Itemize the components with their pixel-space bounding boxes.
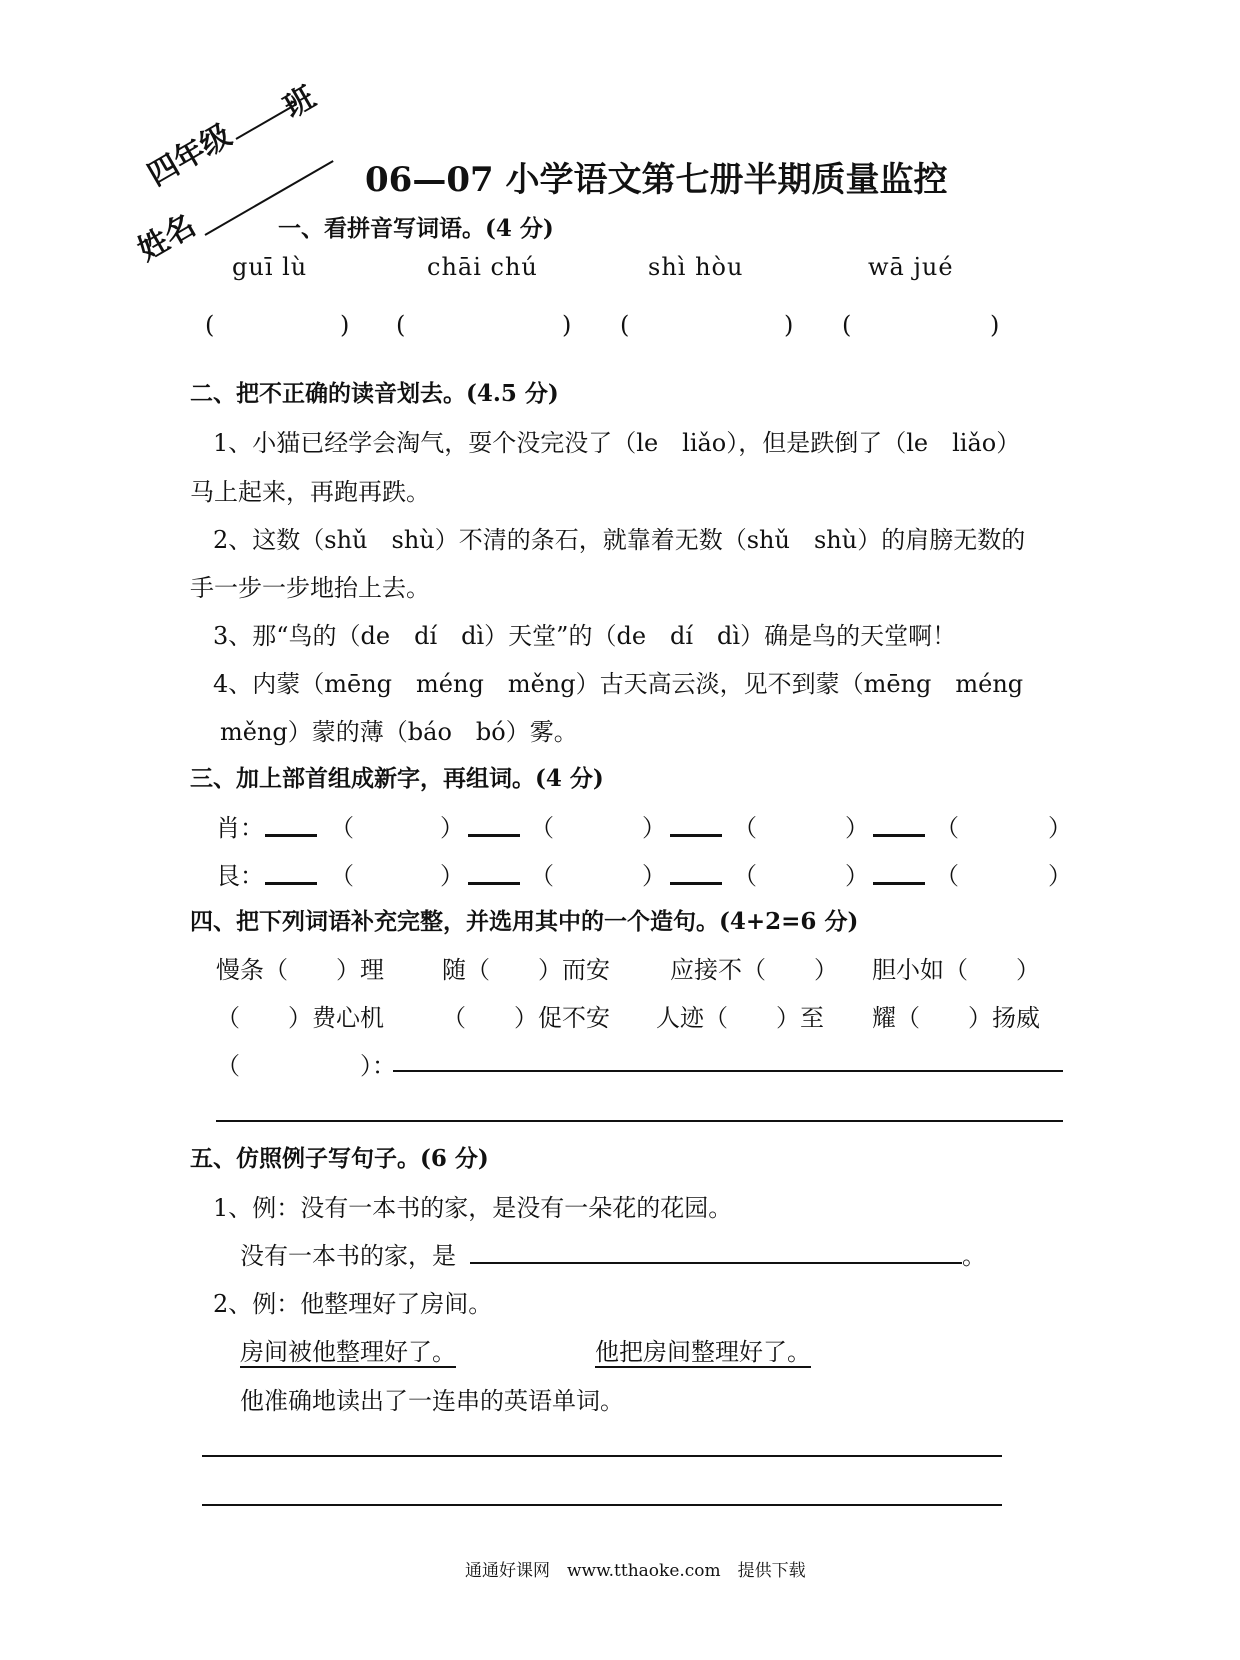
- example-2-passive: 房间被他整理好了。: [240, 1338, 456, 1366]
- s2-line-4: 手一步一步地抬上去。: [190, 574, 430, 602]
- paren-close: ）: [440, 814, 464, 842]
- section-2-heading: 二、把不正确的读音划去。(4.5 分): [190, 380, 559, 407]
- footer-source: 通通好课网 www.tthaoke.com 提供下载: [465, 1561, 806, 1581]
- paren-open: （: [733, 862, 757, 890]
- answer-bracket-close-2: ): [562, 311, 572, 339]
- example-1-end: 。: [962, 1242, 986, 1270]
- s2-line-3: 2、这数（shǔ shù）不清的条石，就靠着无数（shǔ shù）的肩膀无数的: [213, 526, 1026, 554]
- paren-close: ）: [440, 862, 464, 890]
- blank-line: [873, 834, 925, 837]
- idiom-7: 人迹（ ）至: [656, 1004, 824, 1032]
- answer-bracket-open-4: (: [842, 311, 852, 339]
- radical-char-1: 肖：: [216, 814, 264, 842]
- idiom-4: 胆小如（ ）: [872, 956, 1040, 984]
- name-label: 姓名: [132, 207, 202, 269]
- section-3-heading: 三、加上部首组成新字，再组词。(4 分): [190, 765, 604, 792]
- blank-line: [670, 882, 722, 885]
- sentence-prefix: （ ）：: [216, 1052, 396, 1080]
- example-2: 2、例：他整理好了房间。: [213, 1290, 493, 1318]
- task-answer-line-2: [202, 1504, 1002, 1506]
- idiom-5: （ ）费心机: [216, 1004, 384, 1032]
- paren-open: （: [530, 862, 554, 890]
- paren-close: ）: [1048, 862, 1072, 890]
- paren-close: ）: [642, 862, 666, 890]
- idiom-6: （ ）促不安: [442, 1004, 610, 1032]
- section-4-heading: 四、把下列词语补充完整，并选用其中的一个造句。(4+2=6 分): [190, 908, 859, 935]
- paren-open: （: [330, 862, 354, 890]
- pinyin-3: shì hòu: [648, 253, 744, 281]
- idiom-1: 慢条（ ）理: [216, 956, 384, 984]
- answer-bracket-close-4: ): [990, 311, 1000, 339]
- radical-row-2: [216, 856, 264, 891]
- idiom-3: 应接不（ ）: [670, 956, 838, 984]
- paren-close: ）: [845, 862, 869, 890]
- section-5-heading: 五、仿照例子写句子。(6 分): [190, 1145, 489, 1172]
- paren-open: （: [530, 814, 554, 842]
- pinyin-4: wā jué: [868, 253, 954, 281]
- example-2-task: 他准确地读出了一连串的英语单词。: [240, 1387, 624, 1415]
- blank-line: [468, 882, 520, 885]
- radical-row-1: [216, 808, 264, 843]
- sentence-answer-line-1: [393, 1070, 1063, 1072]
- example-1: 1、例：没有一本书的家，是没有一朵花的花园。: [213, 1194, 733, 1222]
- answer-bracket-open-3: (: [620, 311, 630, 339]
- blank-line: [265, 834, 317, 837]
- s2-line-6: 4、内蒙（mēng méng měng）古天高云淡，见不到蒙（mēng méng: [213, 670, 1024, 698]
- paren-open: （: [935, 862, 959, 890]
- blank-line: [265, 882, 317, 885]
- paren-open: （: [935, 814, 959, 842]
- paren-open: （: [733, 814, 757, 842]
- paren-close: ）: [642, 814, 666, 842]
- blank-line: [670, 834, 722, 837]
- answer-bracket-open-1: (: [205, 311, 215, 339]
- radical-char-2: 艮：: [216, 862, 264, 890]
- blank-line: [468, 834, 520, 837]
- paren-close: ）: [845, 814, 869, 842]
- class-label: 班: [278, 79, 322, 126]
- grade-label: 四年级: [142, 117, 238, 194]
- paren-open: （: [330, 814, 354, 842]
- answer-bracket-close-1: ): [340, 311, 350, 339]
- page-title: 06—07 小学语文第七册半期质量监控: [365, 160, 948, 200]
- task-answer-line-1: [202, 1455, 1002, 1457]
- s2-line-5: 3、那“鸟的（de dí dì）天堂”的（de dí dì）确是鸟的天堂啊！: [213, 622, 957, 650]
- pinyin-2: chāi chú: [427, 253, 538, 281]
- sentence-answer-line-2: [216, 1120, 1063, 1122]
- s2-line-7: měng）蒙的薄（báo bó）雾。: [220, 718, 578, 746]
- idiom-2: 随（ ）而安: [442, 956, 610, 984]
- example-1-answer-line: [470, 1262, 962, 1264]
- pinyin-1: guī lù: [232, 253, 308, 281]
- section-1-heading: 一、看拼音写词语。(4 分): [278, 215, 554, 242]
- answer-bracket-open-2: (: [396, 311, 406, 339]
- idiom-8: 耀（ ）扬威: [872, 1004, 1040, 1032]
- example-1-prompt: 没有一本书的家，是: [240, 1242, 456, 1270]
- s2-line-1: 1、小猫已经学会淘气，耍个没完没了（le liǎo），但是跌倒了（le liǎo）: [213, 429, 1021, 457]
- blank-line: [873, 882, 925, 885]
- example-2-ba: 他把房间整理好了。: [595, 1338, 811, 1366]
- s2-line-2: 马上起来，再跑再跌。: [190, 478, 430, 506]
- answer-bracket-close-3: ): [784, 311, 794, 339]
- paren-close: ）: [1048, 814, 1072, 842]
